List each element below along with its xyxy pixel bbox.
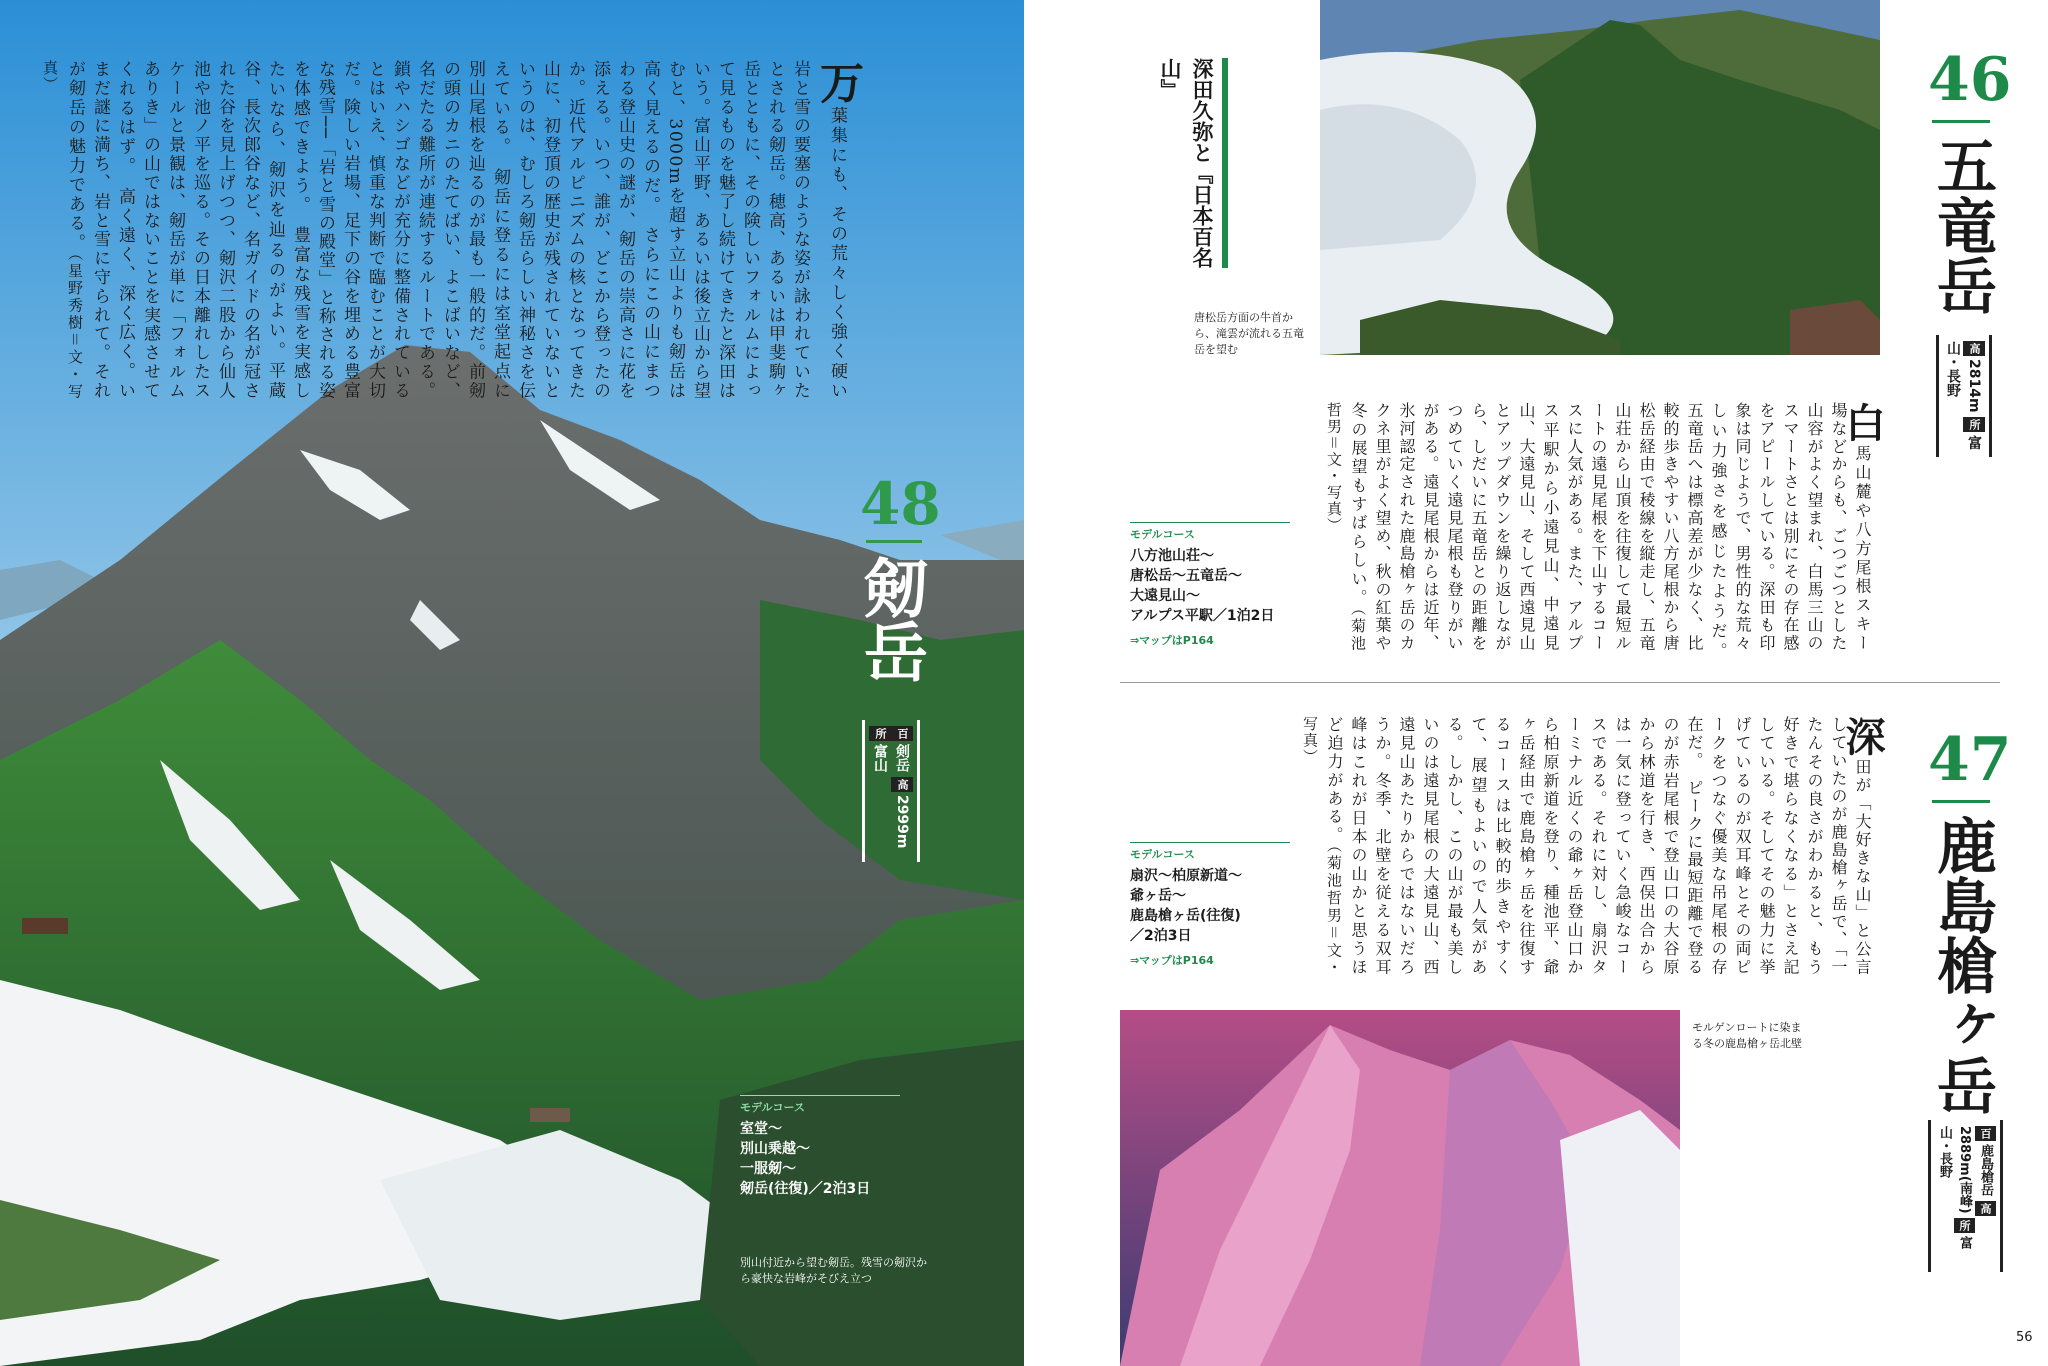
goryu-credit: （菊池哲男＝文・写真）: [1325, 402, 1367, 653]
fukada-sidebar: 深田久弥と『日本百名山』: [1154, 58, 1228, 268]
kashima-spec: 百鹿島槍岳 高2889m(南峰) 所富山・長野: [1928, 1120, 2003, 1272]
tsurugi-initial: 万: [812, 60, 863, 107]
goryu-photo: [1320, 0, 1880, 355]
kashima-rule: [1932, 800, 1990, 803]
kashima-title: 鹿島槍ヶ岳: [1927, 815, 1997, 1115]
kashima-credit: （菊池哲男＝文・写真）: [1301, 716, 1343, 976]
kashima-initial: 深: [1839, 716, 1886, 759]
goryu-title: 五竜岳: [1927, 135, 1997, 315]
section-divider: [1120, 682, 2000, 683]
page-number: 56: [2016, 1330, 2033, 1345]
right-page: [1024, 0, 2048, 1366]
goryu-spec: 高2814m 所富山・長野: [1936, 335, 1992, 457]
goryu-rule: [1932, 120, 1990, 123]
goryu-map-link[interactable]: ⇒マップはP164: [1130, 634, 1214, 647]
tsurugi-course-lines: 室堂〜 別山乗越〜 一服剱〜 剱岳(往復)／2泊3日: [740, 1121, 871, 1197]
tsurugi-credit: （星野秀樹＝文・写真）: [41, 60, 84, 400]
goryu-body-wrap: [1308, 402, 1886, 670]
goryu-course: モデルコース 八方池山荘〜 唐松岳〜五竜岳〜 大遠見山〜 アルプス平駅／1泊2日 ⇒マップはP164: [1130, 522, 1290, 648]
tsurugi-course: モデルコース 室堂〜 別山乗越〜 一服剱〜 剱岳(往復)／2泊3日: [740, 1095, 900, 1199]
kashima-number: 47: [1928, 725, 2012, 795]
tsurugi-body-wrap: [41, 60, 863, 401]
goryu-number: 46: [1928, 45, 2012, 115]
tsurugi-title: 剱岳: [853, 555, 928, 683]
kashima-course: モデルコース 扇沢〜柏原新道〜 爺ヶ岳〜 鹿島槍ヶ岳(往復) ／2泊3日 ⇒マップはP164: [1130, 842, 1290, 968]
goryu-body: 馬山麓や八方尾根スキー場などからも、ごつごつとした山容がよく望まれ、白馬三山のスマートさとは別にその存在感をアピールしている。深田も印象は同じようで、男性的な荒々しい力強さを感じたようだ。 五竜岳へは標高差が少なく、比較的歩きやすい八方尾根から唐松岳経由で稜線を縦走し、五竜山荘から山頂を往復して最短ルートの遠見尾根を下山するコースに人気がある。また、アルプス平駅から小遠見山、中遠見山、大遠見山、そして西遠見山とアップダウンを繰り返しながら、しだいに五竜岳との距離をつめていく遠見尾根も登りがいがある。遠見尾根からは近年、氷河認定された鹿島槍ヶ岳のカクネ里がよく望め、秋の紅葉や冬の展望もすばらしい。: [1349, 402, 1872, 670]
tsurugi-spec: 百剣岳 高2999m 所富山: [862, 720, 920, 862]
kashima-body-wrap: [1301, 716, 1886, 977]
tsurugi-body: 葉集にも、その荒々しく強く硬い岩と雪の要塞のような姿が詠われていたとされる剱岳。穂高、あるいは甲斐駒ヶ岳とともに、その険しいフォルムによって見るものを魅了し続けてきたと深田はいう。富山平野、あるいは後立山から望むと、3000mを超す立山よりも剱岳は高く見えるのだ。 さらにこの山にまつわる登山史の謎が、剱岳の崇高さに花を添える。いつ、誰が、どこから登ったのか。近代アルピニズムの核となってきた山に、初登頂の歴史が残されていないというのは、むしろ剱岳らしい神秘さを伝えている。 剱岳に登るには室堂起点に別山尾根を辿るのが最も一般的だ。前剱の頭のカニのたてばい、よこばいなど、名だたる難所が連続するルートである。鎖やハシゴなどが充分に整備されているとはいえ、慎重な判断で臨むことが大切だ。険しい岩場、足下の谷を埋める豊富な残雪──「岩と雪の殿堂」と称される姿を体感できよう。 豊富な残雪を実感したいなら、剱沢を辿るのがよい。平蔵谷、長次郎谷など、名ガイドの名が冠された谷を見上げつつ、剱沢二股から仙人池や池ノ平を巡る。その日本離れしたスケールと景観は、剱岳が単に「フォルムありき」の山ではないことを実感させてくれるはず。 高く遠く、深く広く。いまだ謎に満ち、岩と雪に守られて。それが剱岳の魅力である。: [65, 60, 847, 401]
goryu-initial: 白: [1839, 402, 1886, 445]
tsurugi-number: 48: [860, 470, 941, 538]
tsurugi-rule: [866, 540, 922, 543]
kashima-body: 田が「大好きな山」と公言していたのが鹿島槍ヶ岳で、「一たんその良さがわかると、もう好きで堪らなくなる」とさえ記している。そしてその魅力に挙げているのが双耳峰とその両ピークをつなぐ優美な吊尾根の存在だ。 ピークに最短距離で登るのが赤岩尾根で登山口の大谷原から林道を行き、西俣出合からは一気に登っていく急峻なコースである。それに対し、扇沢ターミナル近くの爺ヶ岳登山口から柏原新道を登り、種池平、爺ヶ岳経由で鹿島槍ヶ岳を往復するコースは比較的歩きやすくて、展望もよいので人気がある。しかし、この山が最も美しいのは遠見尾根の大遠見山、西遠見山あたりからではないだろうか。冬季、北壁を従える双耳峰はこれが日本の山かと思うほど迫力がある。: [1325, 716, 1872, 977]
tsurugi-caption: 別山付近から望む剱岳。残雪の剱沢から豪快な岩峰がそびえ立つ: [740, 1256, 927, 1285]
goryu-caption: 唐松岳方面の牛首から、滝雲が流れる五竜岳を望む: [1194, 311, 1304, 356]
kashima-map-link[interactable]: ⇒マップはP164: [1130, 954, 1214, 967]
kashima-photo: [1120, 1010, 1680, 1366]
kashima-caption: モルゲンロートに染まる冬の鹿島槍ヶ岳北壁: [1692, 1021, 1802, 1050]
